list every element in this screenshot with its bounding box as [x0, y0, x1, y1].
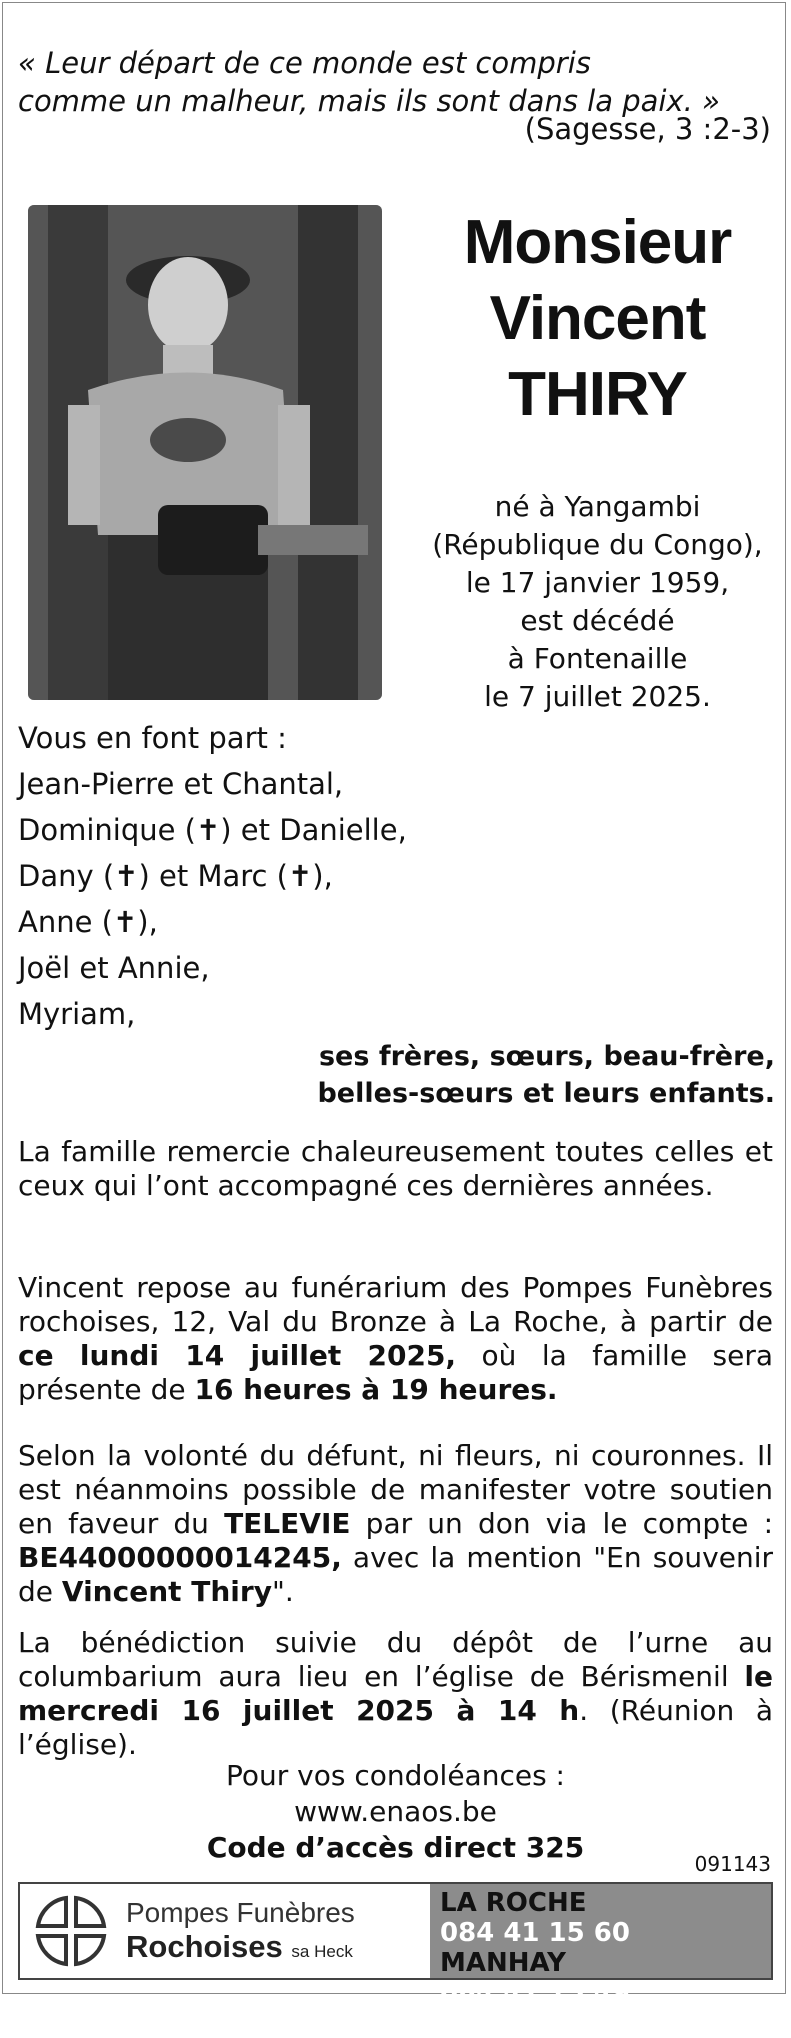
charity-name: TELEVIE [224, 1507, 351, 1540]
birth-line: né à Yangambi [494, 490, 701, 523]
reference-number: 091143 [694, 1852, 771, 1876]
announcement-intro: Vous en font part : [18, 721, 287, 755]
quote-reference: (Sagesse, 3 :2-3) [524, 112, 771, 146]
visitation-text: Vincent repose au funérarium des Pompes Funèbres rochoises, 12, Val du Bronze à La Roche, à partir de [18, 1271, 773, 1338]
birth-line: (République du Congo), [432, 528, 763, 561]
donation-text: Selon la volonté du défunt, ni fleurs, ni couronnes. Il est néanmoins possible de manifester votre soutien en faveur du [18, 1439, 773, 1540]
contact-phone: 0497 15 37 90 [440, 2008, 649, 2038]
visitation-text: où la famille sera présente de [18, 1339, 773, 1406]
visitation-paragraph [18, 1271, 773, 1407]
ceremony-datetime: le mercredi 16 juillet 2025 à 14 h [18, 1660, 773, 1727]
contact-phone: 084 41 15 60 [440, 1918, 630, 1948]
condolences-intro: Pour vos condoléances : [226, 1759, 565, 1792]
birth-line: le 17 janvier 1959, [465, 566, 730, 599]
funeral-home-line-2 [126, 1929, 355, 1965]
donation-paragraph [18, 1439, 773, 1609]
family-announcement [18, 715, 758, 1037]
last-name: THIRY [508, 360, 687, 429]
ceremony-text: La bénédiction suivie du dépôt de l’urne au columbarium aura lieu en l’église de Bérismenil [18, 1626, 773, 1693]
deceased-name [420, 205, 775, 433]
death-line: le 7 juillet 2025. [484, 680, 711, 713]
family-member: Myriam, [18, 997, 136, 1031]
condolences-site: www.enaos.be [294, 1795, 497, 1828]
visitation-hours: 16 heures à 19 heures. [194, 1373, 558, 1406]
portrait-photo [28, 205, 382, 700]
family-member: Jean-Pierre et Chantal, [18, 767, 344, 801]
cross-logo-icon [30, 1890, 112, 1972]
donation-mention-name: Vincent Thiry [61, 1575, 272, 1608]
contact-row [440, 1888, 761, 1948]
relation-line: belles-sœurs et leurs enfants. [317, 1078, 775, 1109]
death-line: est décédé [520, 604, 675, 637]
relation-line: ses frères, sœurs, beau-frère, [318, 1041, 775, 1072]
family-member: Anne (✝), [18, 905, 158, 939]
family-member: Dany (✝) et Marc (✝), [18, 859, 333, 893]
portrait-illustration [28, 205, 382, 700]
family-member: Joël et Annie, [18, 951, 210, 985]
birth-death-details [420, 488, 775, 716]
family-relation [317, 1038, 775, 1112]
donation-text: avec la mention "En souvenir de [18, 1541, 773, 1608]
ceremony-text: . (Réunion à l’église). [18, 1694, 773, 1761]
contact-row [440, 1948, 761, 2008]
donation-text: par un don via le compte : [350, 1507, 773, 1540]
funeral-home-footer [18, 1882, 773, 2038]
contact-city: LA ROCHE [440, 1888, 587, 1918]
access-code: Code d’accès direct 325 [206, 1831, 585, 1864]
donation-text: ". [271, 1575, 294, 1608]
scripture-quote [18, 44, 758, 120]
death-line: à Fontenaille [507, 642, 688, 675]
family-member: Dominique (✝) et Danielle, [18, 813, 407, 847]
funeral-home-suffix: sa Heck [291, 1942, 353, 1961]
funeral-home-name [126, 1897, 355, 1965]
thanks-paragraph: La famille remercie chaleureusement toutes celles et ceux qui l’ont accompagné ces dernières années. [18, 1135, 773, 1202]
honorific: Monsieur [463, 208, 732, 277]
quote-line-2: comme un malheur, mais ils sont dans la paix. » [18, 84, 720, 118]
contact-phone: 084 41 15 49 [440, 1978, 630, 2008]
contact-phones [430, 1884, 771, 2038]
ceremony-paragraph [18, 1626, 773, 1762]
first-name: Vincent [489, 284, 706, 353]
contact-city: MANHAY [440, 1948, 566, 1978]
contact-row [440, 2008, 761, 2038]
quote-line-1: « Leur départ de ce monde est compris [18, 46, 591, 80]
funeral-home-line-1: Pompes Funèbres [126, 1897, 355, 1928]
funeral-home-brand [20, 1884, 430, 1978]
funeral-home-main-name: Rochoises [126, 1929, 283, 1964]
visitation-date: ce lundi 14 juillet 2025, [18, 1339, 457, 1372]
bank-account: BE44000000014245, [18, 1541, 342, 1574]
condolences [18, 1758, 773, 1902]
